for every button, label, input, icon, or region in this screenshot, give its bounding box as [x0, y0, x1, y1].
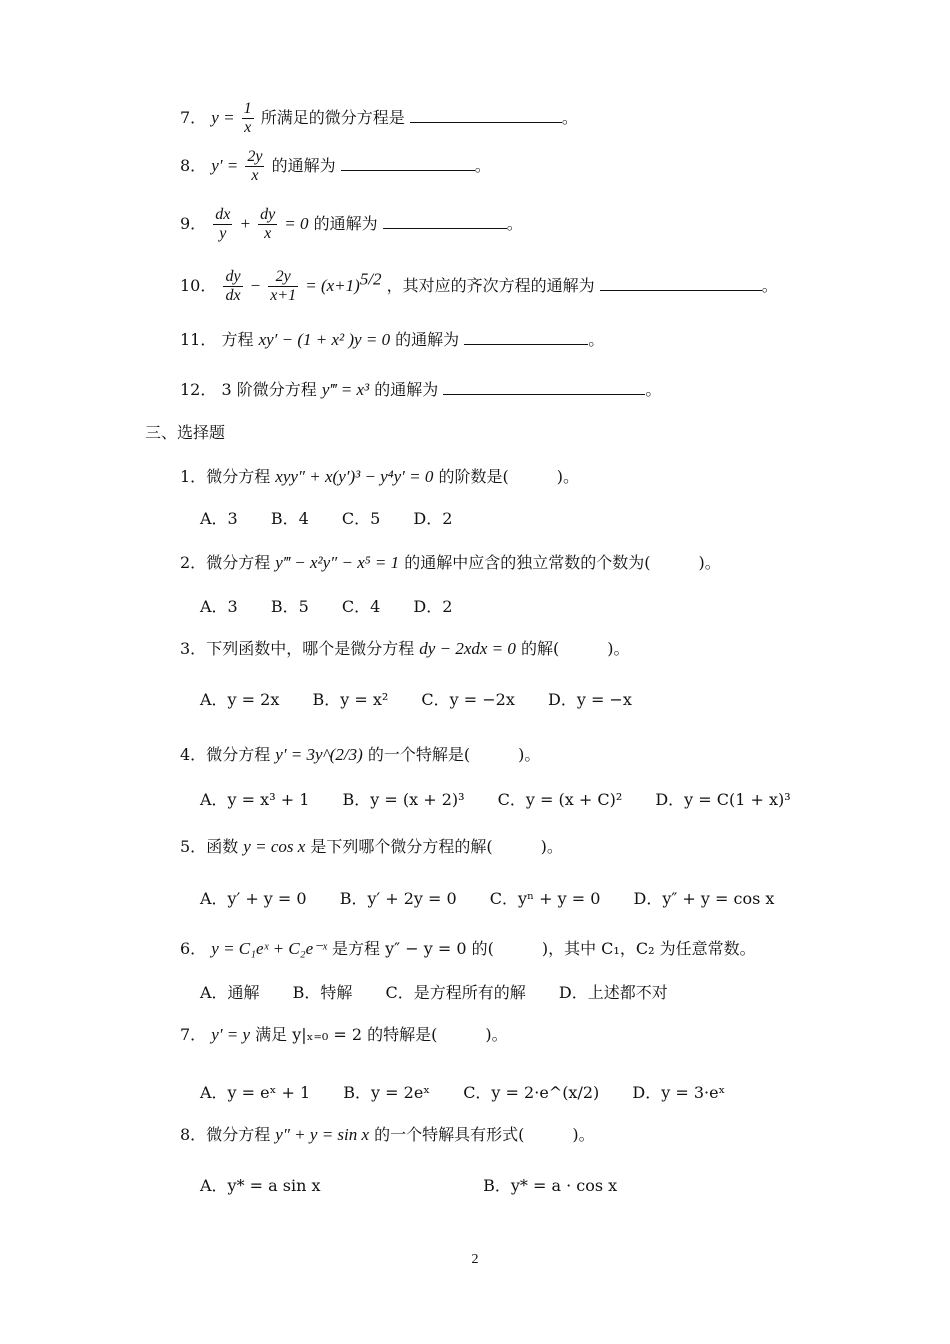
option-b[interactable]: B．y′ + 2y = 0: [339, 889, 457, 908]
denominator: x+1: [270, 287, 297, 304]
option-d[interactable]: D．y = C(1 + x)³: [655, 790, 791, 809]
equation: y′ = y: [211, 1025, 251, 1044]
options-1: [200, 508, 480, 530]
option-c[interactable]: C．5: [341, 509, 381, 528]
options-3: [200, 689, 660, 711]
item-text: 微分方程: [206, 1125, 271, 1144]
item-text: 满足 y|ₓ₌₀ = 2 的特解是( )。: [255, 1025, 508, 1044]
item-number: 7．: [180, 1025, 207, 1044]
denominator: x: [264, 225, 272, 242]
item-text: 方程: [221, 330, 254, 349]
options-2: [200, 596, 480, 618]
equation: y‴ − x²y″ − x⁵ = 1: [275, 553, 400, 572]
choice-item-5: [180, 836, 563, 858]
option-d[interactable]: D．y = −x: [547, 690, 632, 709]
item-text: 微分方程: [206, 467, 271, 486]
option-a[interactable]: A．y′ + y = 0: [200, 889, 307, 908]
numerator: dy: [260, 206, 276, 223]
fraction: [223, 268, 242, 305]
item-number: 8．: [180, 1125, 207, 1144]
equation: = (x+1): [305, 276, 360, 295]
item-number: 5．: [180, 837, 207, 856]
denominator: x: [251, 167, 259, 184]
item-text: 的通解为: [374, 380, 439, 399]
fraction: [242, 100, 254, 137]
equation: xy′ − (1 + x² )y = 0: [258, 330, 391, 349]
option-d[interactable]: D．2: [413, 597, 453, 616]
choice-item-2: [180, 552, 721, 574]
option-c[interactable]: C．y = −2x: [421, 690, 515, 709]
equation: dy − 2xdx = 0: [419, 639, 516, 658]
operator: −: [249, 276, 262, 295]
option-b[interactable]: B．y = 2eˣ: [343, 1083, 431, 1102]
equation: y″ + y = sin x: [275, 1125, 370, 1144]
answer-blank[interactable]: [410, 106, 562, 123]
equation: xyy″ + x(y′)³ − y⁴y′ = 0: [275, 467, 434, 486]
fraction: [213, 206, 232, 243]
option-a[interactable]: A．3: [200, 509, 238, 528]
answer-blank[interactable]: [600, 274, 762, 291]
option-c[interactable]: C．是方程所有的解: [385, 983, 526, 1002]
fill-item-10: [180, 268, 778, 305]
answer-blank[interactable]: [464, 328, 588, 345]
item-tail: 。: [645, 380, 662, 399]
option-b[interactable]: B．特解: [292, 983, 353, 1002]
fill-item-11: [180, 328, 604, 351]
section-title: 三、选择题: [145, 423, 226, 442]
item-text: 3 阶微分方程: [221, 380, 317, 399]
equation: y =: [211, 108, 235, 127]
option-b[interactable]: B．y = x²: [312, 690, 389, 709]
exponent: 5/2: [359, 269, 382, 289]
option-c[interactable]: C．yⁿ + y = 0: [489, 889, 601, 908]
option-d[interactable]: D．y = 3·eˣ: [632, 1083, 726, 1102]
item-text: 的解( )。: [520, 639, 630, 658]
item-text: 的通解为: [271, 156, 336, 175]
equation: y′ = 3y^(2/3): [275, 745, 363, 764]
options-8: [200, 1175, 645, 1197]
item-number: 9．: [180, 214, 207, 233]
item-text: 的通解为: [313, 214, 378, 233]
option-c[interactable]: C．y = (x + C)²: [497, 790, 623, 809]
fraction: [258, 206, 277, 243]
numerator: 2y: [247, 148, 263, 165]
options-4: [200, 789, 819, 811]
page-number: 2: [471, 1252, 479, 1267]
item-text: 微分方程: [206, 745, 271, 764]
option-d[interactable]: D．2: [413, 509, 453, 528]
denominator: x: [244, 119, 252, 136]
option-a[interactable]: A．y = 2x: [200, 690, 280, 709]
answer-blank[interactable]: [383, 212, 507, 229]
option-a[interactable]: A．y = x³ + 1: [200, 790, 310, 809]
item-number: 4．: [180, 745, 207, 764]
numerator: 2y: [268, 268, 298, 287]
item-text: 是方程 y″ − y = 0 的( )，其中 C₁，C₂ 为任意常数。: [332, 939, 756, 958]
option-d[interactable]: D．上述都不对: [558, 983, 668, 1002]
fill-item-7: [180, 100, 578, 137]
option-c[interactable]: C．y = 2·e^(x/2): [463, 1083, 600, 1102]
item-text: 所满足的微分方程是: [260, 108, 405, 127]
item-text: 的一个特解具有形式( )。: [374, 1125, 595, 1144]
option-a[interactable]: A．通解: [200, 983, 260, 1002]
item-number: 2．: [180, 553, 207, 572]
numerator: dx: [215, 206, 231, 223]
item-tail: 。: [506, 214, 523, 233]
choice-item-3: [180, 638, 629, 660]
equation: y′ =: [211, 156, 239, 175]
item-number: 3．: [180, 639, 207, 658]
item-tail: 。: [761, 276, 778, 295]
denominator: dx: [225, 287, 241, 304]
numerator: 1: [243, 100, 252, 117]
fraction: [245, 148, 264, 185]
item-tail: 。: [588, 330, 605, 349]
item-text: ，其对应的齐次方程的通解为: [386, 276, 595, 295]
fraction: [268, 268, 298, 305]
option-c[interactable]: C．4: [341, 597, 381, 616]
item-number: 12．: [180, 380, 217, 399]
option-a[interactable]: A．y* = a sin x: [200, 1176, 321, 1195]
options-7: [200, 1082, 753, 1104]
item-text: 函数: [206, 837, 239, 856]
item-text: 的通解中应含的独立常数的个数为( )。: [404, 553, 721, 572]
equation: y = C₁eˣ + C₂e⁻ˣ: [211, 939, 327, 958]
equation: = 0: [284, 214, 309, 233]
item-text: 下列函数中，哪个是微分方程: [206, 639, 415, 658]
item-number: 10．: [180, 276, 217, 295]
choice-item-6: [180, 938, 756, 960]
fill-item-12: [180, 378, 661, 401]
answer-blank[interactable]: [443, 378, 645, 395]
item-text: 的一个特解是( )。: [367, 745, 541, 764]
equation: y‴ = x³: [321, 380, 370, 399]
item-text: 的通解为: [395, 330, 460, 349]
item-number: 7．: [180, 108, 207, 127]
option-b[interactable]: B．4: [270, 509, 309, 528]
choice-item-7: [180, 1024, 508, 1046]
item-text: 微分方程: [206, 553, 271, 572]
fill-item-8: [180, 148, 491, 185]
equation: y = cos x: [243, 837, 306, 856]
item-number: 11．: [180, 330, 217, 349]
item-text: 的阶数是( )。: [438, 467, 579, 486]
fill-item-9: [180, 206, 523, 243]
item-tail: 。: [561, 108, 578, 127]
item-number: 6．: [180, 939, 207, 958]
option-d[interactable]: D．y″ + y = cos x: [633, 889, 775, 908]
options-5: [200, 888, 802, 910]
item-number: 1．: [180, 467, 207, 486]
option-b[interactable]: B．y = (x + 2)³: [342, 790, 465, 809]
item-text: 是下列哪个微分方程的解( )。: [310, 837, 563, 856]
option-b[interactable]: B．5: [270, 597, 309, 616]
options-6: [200, 982, 696, 1004]
choice-item-1: [180, 466, 579, 488]
option-a[interactable]: A．y = eˣ + 1: [200, 1083, 311, 1102]
item-number: 8．: [180, 156, 207, 175]
operator: +: [239, 214, 251, 233]
numerator: dy: [225, 268, 241, 285]
option-a[interactable]: A．3: [200, 597, 238, 616]
choice-item-8: [180, 1124, 595, 1146]
answer-blank[interactable]: [341, 154, 475, 171]
option-b[interactable]: B．y* = a · cos x: [483, 1176, 618, 1195]
denominator: y: [219, 225, 227, 242]
choice-item-4: [180, 744, 540, 766]
item-tail: 。: [474, 156, 491, 175]
